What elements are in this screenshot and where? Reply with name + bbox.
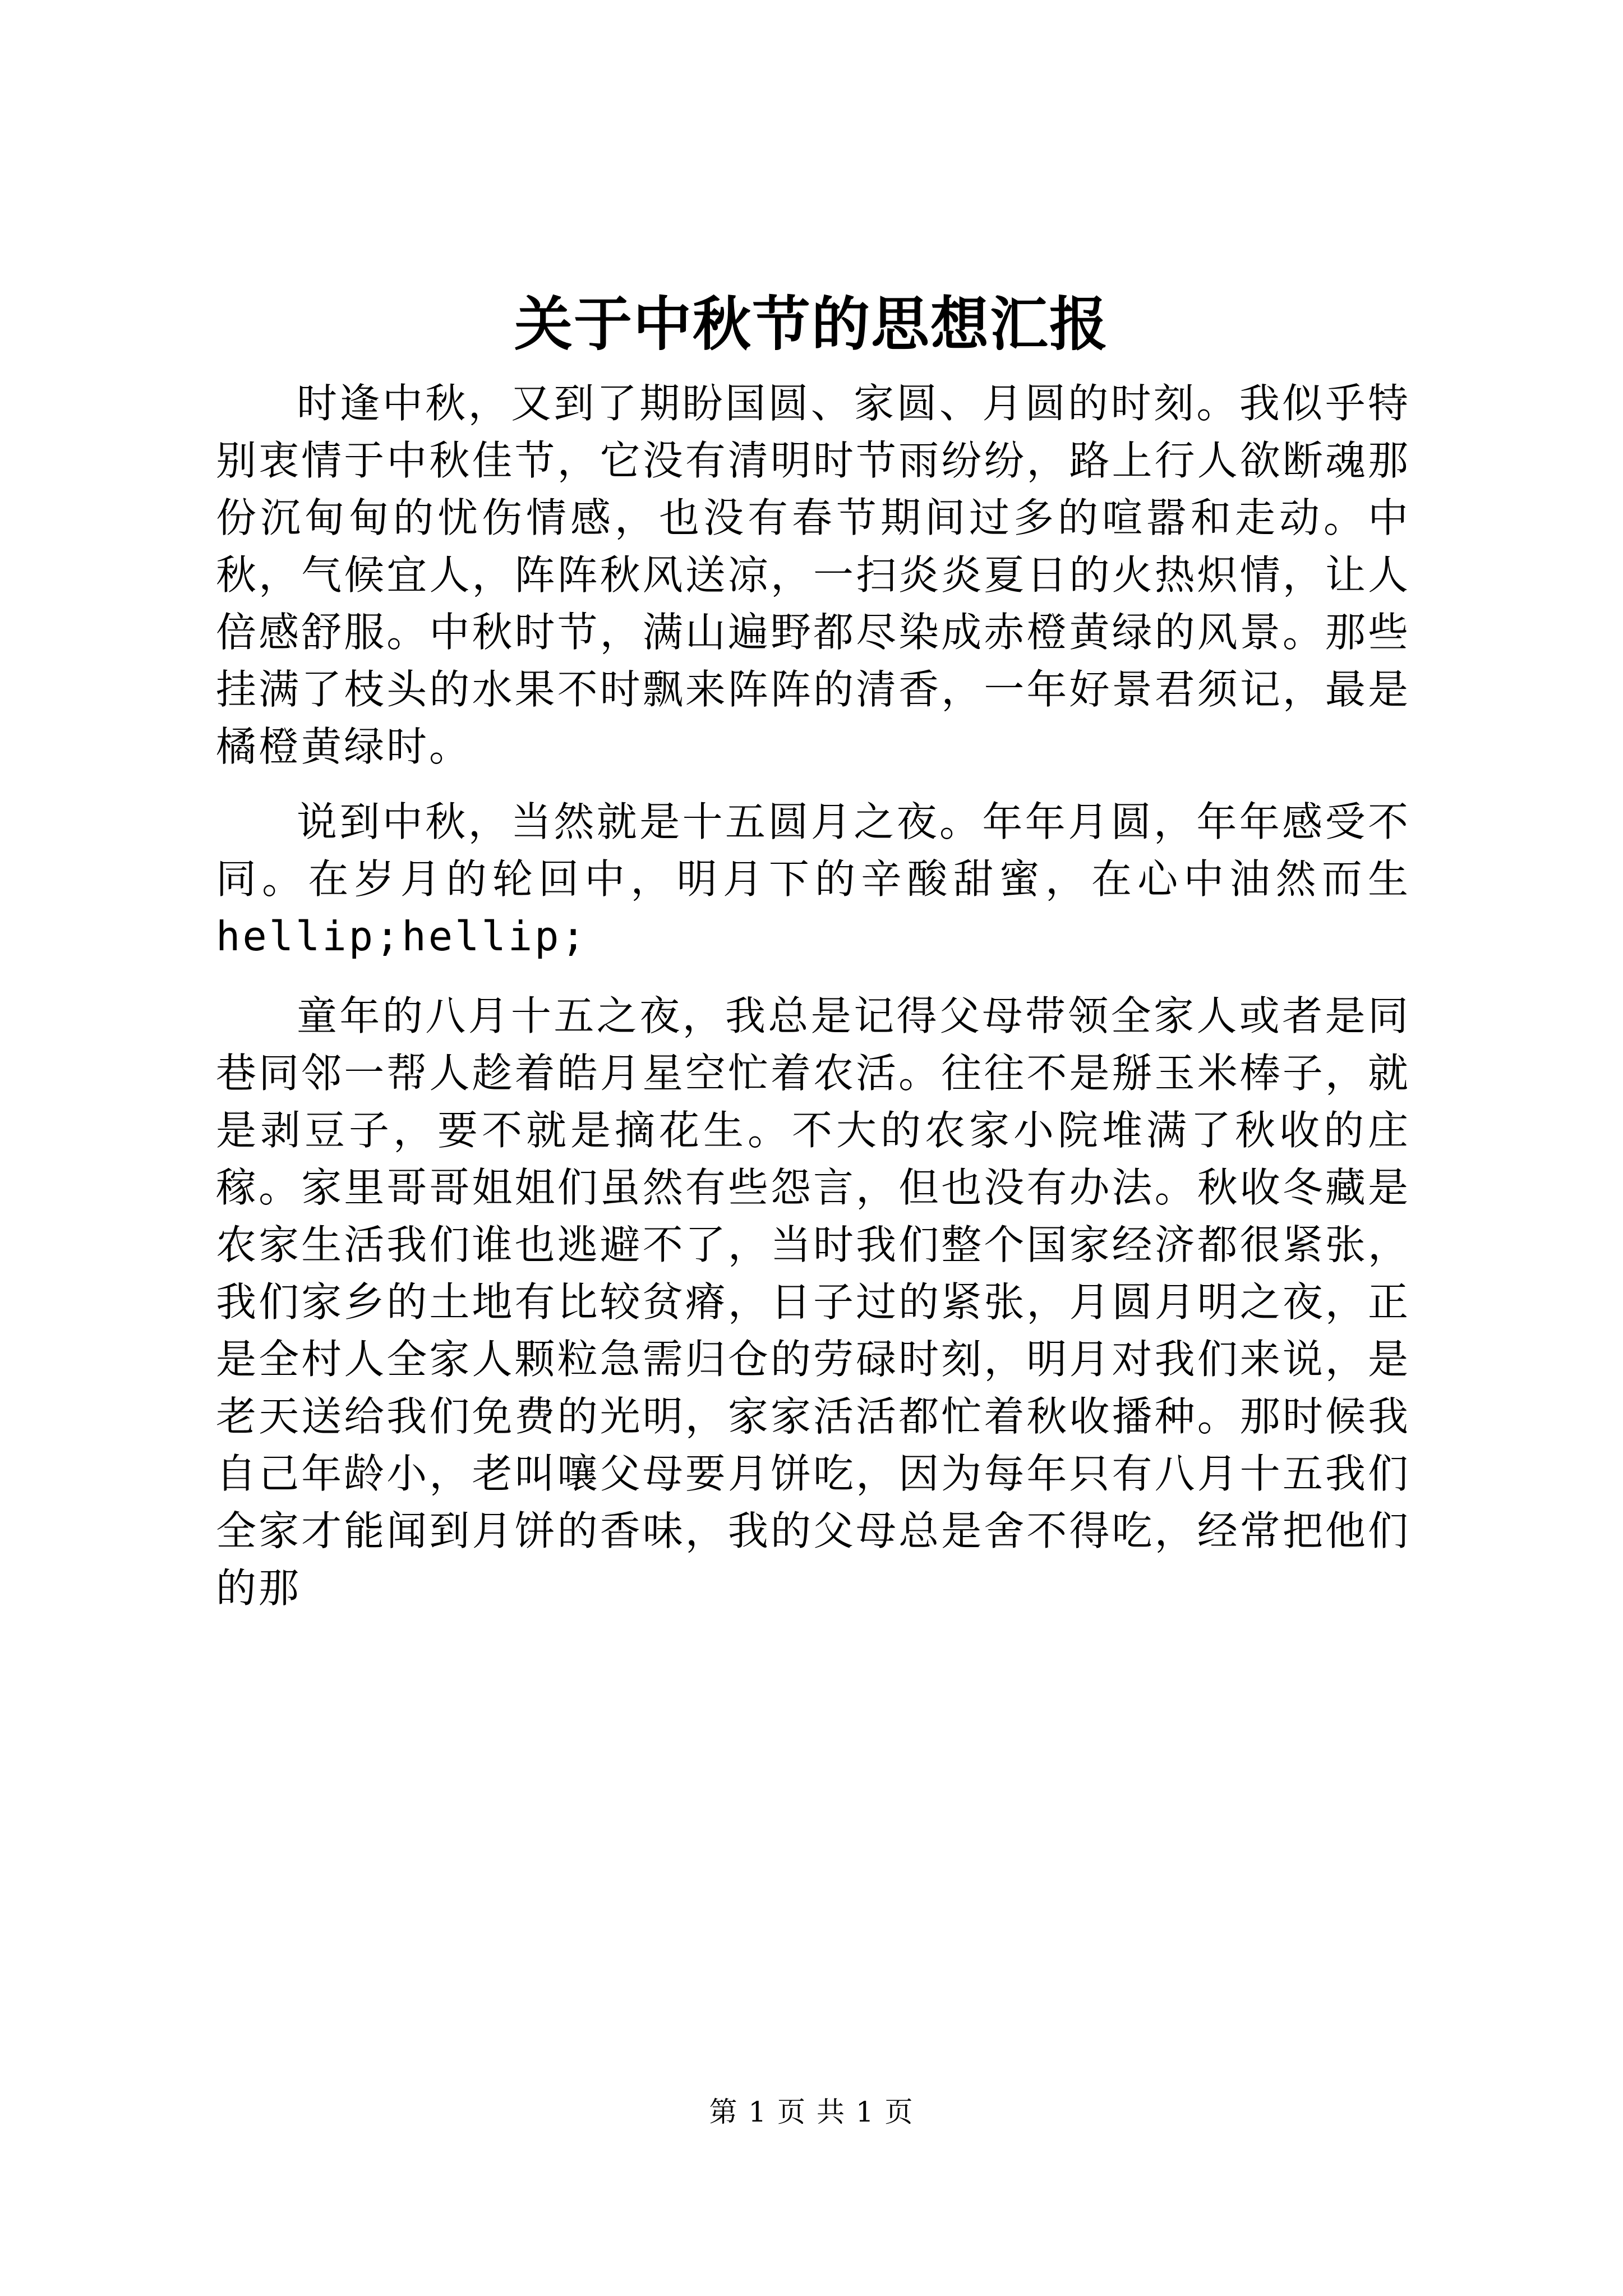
paragraph-2: 说到中秋，当然就是十五圆月之夜。年年月圆，年年感受不同。在岁月的轮回中，明月下的辛酸甜蜜，在心中油然而生hellip;hellip; (216, 798, 1410, 960)
paragraph-3: 童年的八月十五之夜，我总是记得父母带领全家人或者是同巷同邻一帮人趁着皓月星空忙着农活。往往不是掰玉米棒子，就是剥豆子，要不就是摘花生。不大的农家小院堆满了秋收的庄稼。家里哥哥姐姐们虽然有些怨言，但也没有办法。秋收冬藏是农家生活我们谁也逃避不了，当时我们整个国家经济都很紧张，我们家乡的土地有比较贫瘠，日子过的紧张，月圆月明之夜，正是全村人全家人颗粒急需归仓的劳碌时刻，明月对我们来说，是老天送给我们免费的光明，家家活活都忙着秋收播种。那时候我自己年龄小，老叫嚷父母要月饼吃，因为每年只有八月十五我们全家才能闻到月饼的香味，我的父母总是舍不得吃，经常把他们的那 (216, 992, 1410, 1612)
paragraph-1: 时逢中秋，又到了期盼国圆、家圆、月圆的时刻。我似乎特别衷情于中秋佳节，它没有清明时节雨纷纷，路上行人欲断魂那份沉甸甸的忧伤情感，也没有春节期间过多的喧嚣和走动。中秋，气候宜人，阵阵秋风送凉，一扫炎炎夏日的火热炽情，让人倍感舒服。中秋时节，满山遍野都尽染成赤橙黄绿的风景。那些挂满了枝头的水果不时飘来阵阵的清香，一年好景君须记，最是橘橙黄绿时。 (216, 380, 1410, 770)
document-body (216, 375, 1410, 1635)
document-title: 关于中秋节的思想汇报 (514, 289, 1109, 358)
page-number-footer: 第 1 页 共 1 页 (709, 2096, 914, 2128)
